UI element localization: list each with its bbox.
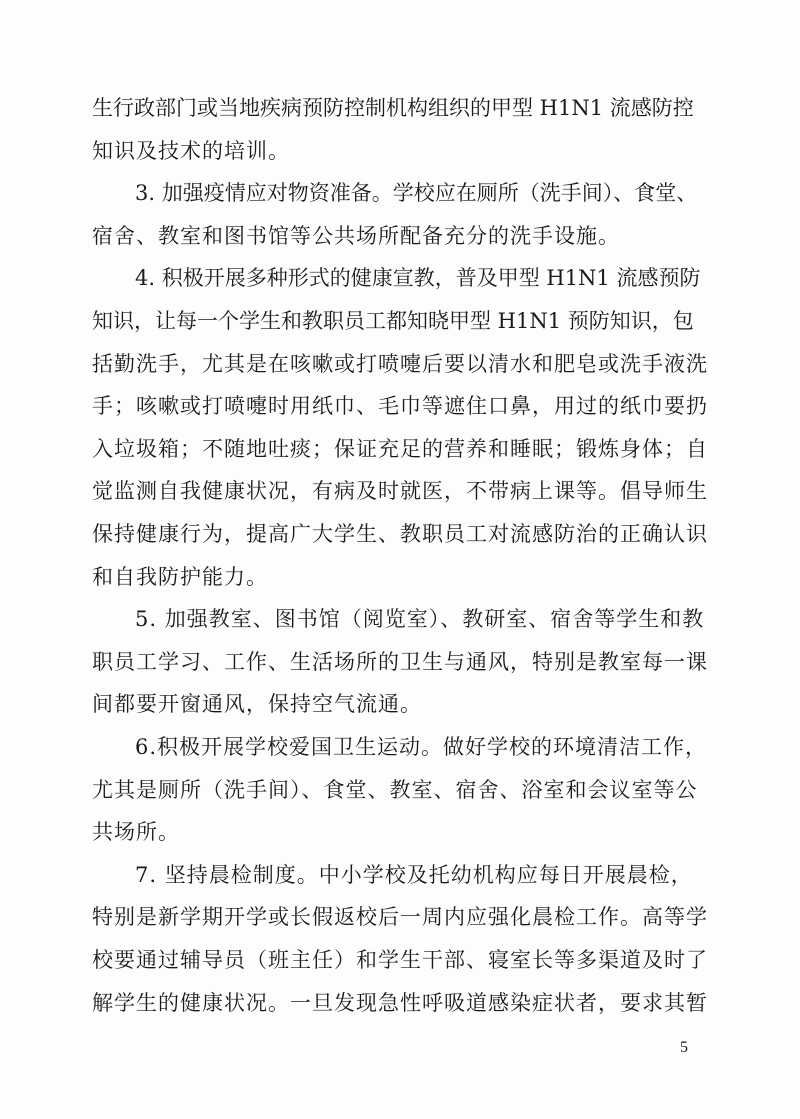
text-line: 入垃圾箱；不随地吐痰；保证充足的营养和睡眠；锻炼身体；自 — [92, 437, 708, 461]
text-line: 知识及技术的培训。 — [92, 139, 290, 163]
text-line: 宿舍、教室和图书馆等公共场所配备充分的洗手设施。 — [92, 224, 620, 248]
text-line: 和自我防护能力。 — [92, 565, 268, 589]
text-line: 括勤洗手，尤其是在咳嗽或打喷嚏后要以清水和肥皂或洗手液洗 — [92, 352, 708, 376]
text-line: 6.积极开展学校爱国卫生运动。做好学校的环境清洁工作， — [135, 735, 708, 759]
text-line: 尤其是厕所（洗手间）、食堂、教室、宿舍、浴室和会议室等公 — [92, 778, 698, 802]
text-line: 间都要开窗通风，保持空气流通。 — [92, 692, 422, 716]
text-line: 知识，让每一个学生和教职员工都知晓甲型 H1N1 预防知识，包 — [92, 309, 694, 333]
text-line: 手；咳嗽或打喷嚏时用纸巾、毛巾等遮住口鼻，用过的纸巾要扔 — [92, 394, 708, 418]
text-line: 共场所。 — [92, 820, 180, 844]
text-line: 生行政部门或当地疾病预防控制机构组织的甲型 H1N1 流感防控 — [92, 96, 694, 120]
text-line: 职员工学习、工作、生活场所的卫生与通风，特别是教室每一课 — [92, 650, 708, 674]
text-line: 校要通过辅导员（班主任）和学生干部、寝室长等多渠道及时了 — [92, 948, 708, 972]
text-line: 特别是新学期开学或长假返校后一周内应强化晨检工作。高等学 — [92, 905, 708, 929]
text-line: 保持健康行为，提高广大学生、教职员工对流感防治的正确认识 — [92, 522, 708, 546]
page-number: 5 — [680, 1039, 688, 1056]
text-line: 觉监测自我健康状况，有病及时就医，不带病上课等。倡导师生 — [92, 479, 708, 503]
text-line: 4. 积极开展多种形式的健康宣教，普及甲型 H1N1 流感预防 — [135, 266, 701, 290]
text-line: 7. 坚持晨检制度。中小学校及托幼机构应每日开展晨检， — [135, 863, 693, 887]
text-line: 3. 加强疫情应对物资准备。学校应在厕所（洗手间）、食堂、 — [135, 181, 698, 205]
text-line: 解学生的健康状况。一旦发现急性呼吸道感染症状者，要求其暂 — [92, 991, 708, 1015]
text-line: 5. 加强教室、图书馆（阅览室）、教研室、宿舍等学生和教 — [135, 607, 705, 631]
